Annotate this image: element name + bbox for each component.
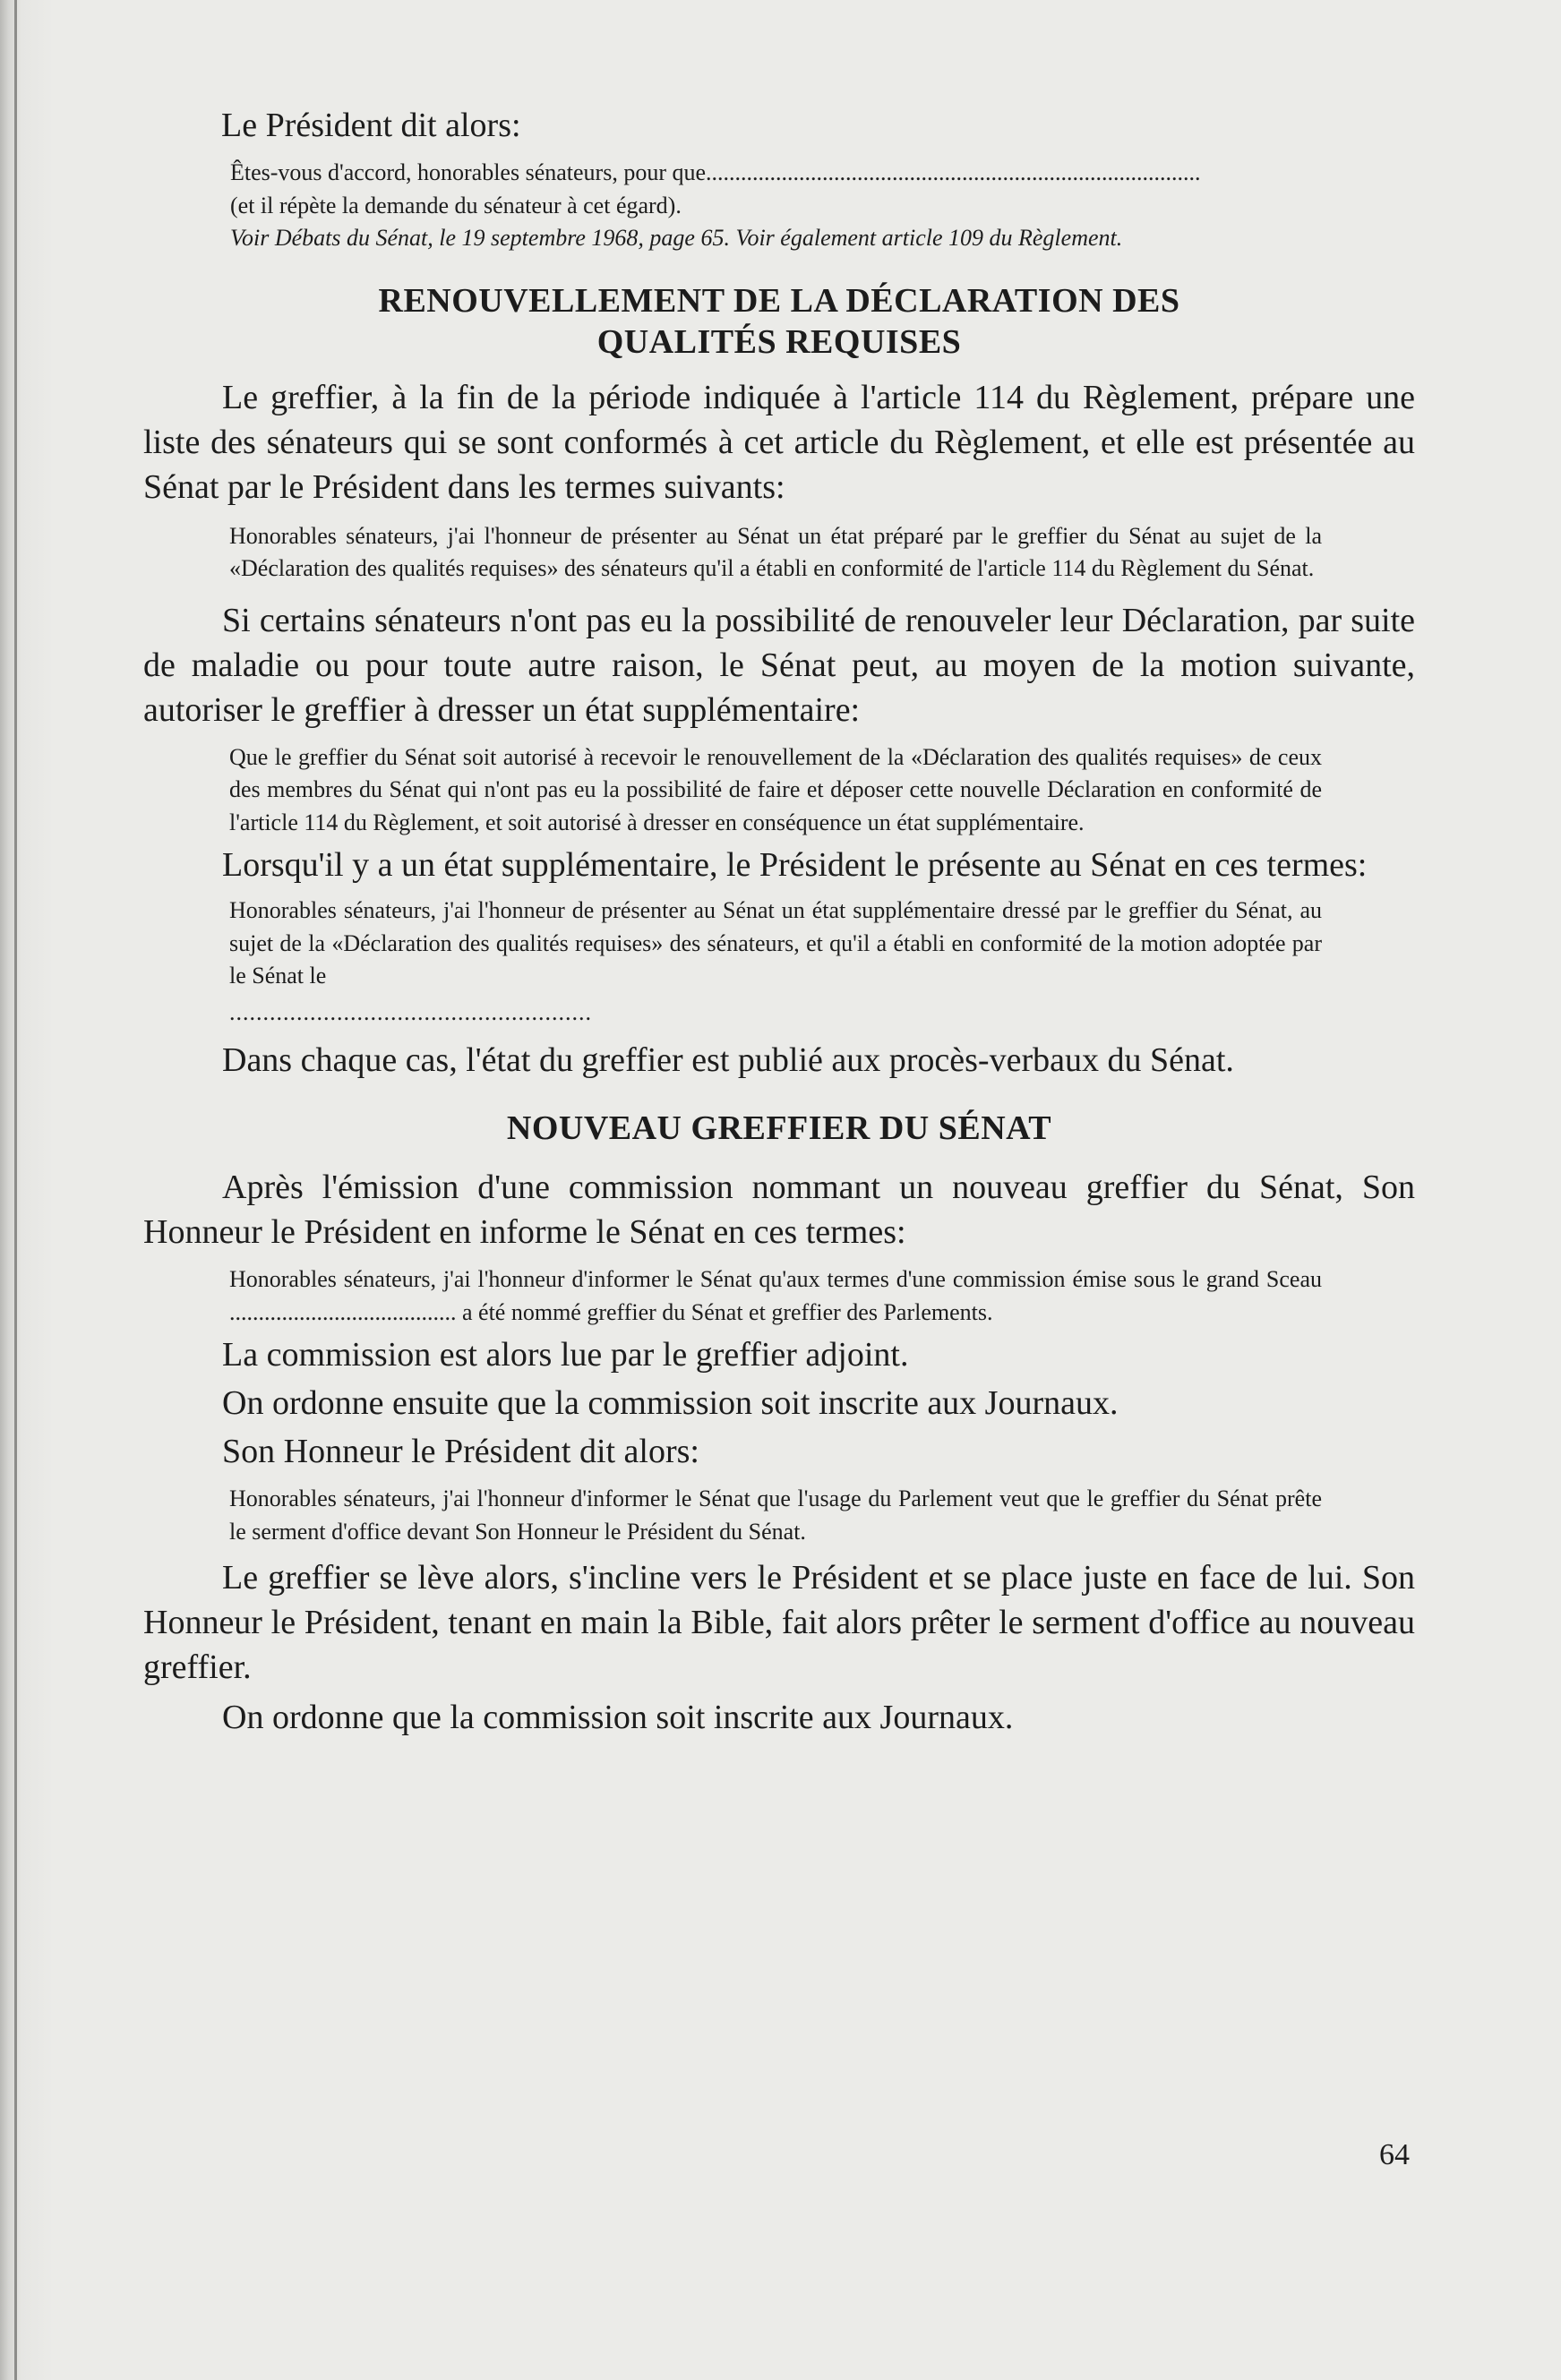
quote-reference: Voir Débats du Sénat, le 19 septembre 1968, page 65. Voir également article 109 du Règlement. — [230, 225, 1123, 251]
paragraph-ordonne-inscrite: On ordonne que la commission soit inscrite aux Journaux. — [222, 1699, 1014, 1736]
paragraph-commission-lue: La commission est alors lue par le greffier adjoint. — [222, 1336, 909, 1374]
section-heading-renouvellement: RENOUVELLEMENT DE LA DÉCLARATION DES QUALITÉS REQUISES — [378, 281, 1180, 361]
paragraph-greffier-leve: Le greffier se lève alors, s'incline vers le Président et se place juste en face de lui. Son Honneur le Président, tenant en main la Bible, fait alors prêter le serment d'office au nouveau greffier. — [143, 1559, 1415, 1686]
paragraph-emission-commission: Après l'émission d'une commission nommant un nouveau greffier du Sénat, Son Honneur le Président en informe le Sénat en ces termes: — [143, 1169, 1415, 1251]
paragraph-etat-supplementaire: Lorsqu'il y a un état supplémentaire, le Président le présente au Sénat en ces termes: — [222, 846, 1368, 884]
page-number: 64 — [1379, 2138, 1410, 2171]
quote-etat-supplementaire — [229, 895, 1322, 1029]
quote-motion: Que le greffier du Sénat soit autorisé à recevoir le renouvellement de la «Déclaration des qualités requises» de ceux des membres du Sénat qui n'ont pas eu la possibilité de faire et déposer cette nouvelle Déclaration en conformité de l'article 114 du Règlement, et soit autorisé à dresser en conséquence un état supplémentaire. — [229, 743, 1322, 835]
binding-gutter — [14, 0, 17, 2380]
paragraph-proces-verbaux: Dans chaque cas, l'état du greffier est publié aux procès-verbaux du Sénat. — [222, 1041, 1234, 1079]
paragraph-greffier-liste: Le greffier, à la fin de la période indiquée à l'article 114 du Règlement, prépare une liste des sénateurs qui se sont conformés à cet article du Règlement, et elle est présentée au Sénat par le Président dans les termes suivants: — [143, 378, 1415, 506]
quote-serment-office: Honorables sénateurs, j'ai l'honneur d'informer le Sénat que l'usage du Parlement veut que le greffier du Sénat prête le serment d'office devant Son Honneur le Président du Sénat. — [229, 1485, 1322, 1545]
quote-etat-supplementaire-text: Honorables sénateurs, j'ai l'honneur de présenter au Sénat un état supplémentaire dressé par le greffier du Sénat, au sujet de la «Déclaration des qualités requises» des sénateurs, et qu'il a établi en conformité de la motion adoptée par le Sénat le — [229, 897, 1322, 989]
quote-dotted-blank: ...................................................... — [229, 998, 592, 1025]
quote-informer-senat: Honorables sénateurs, j'ai l'honneur d'informer le Sénat qu'aux termes d'une commission émise sous le grand Sceau ....................................... a été nommé greffier du Sénat et greffier des Parlements. — [229, 1266, 1322, 1325]
quote-block-question — [230, 157, 1323, 255]
quote-line-question: Êtes-vous d'accord, honorables sénateurs, pour que..................................................................................... — [230, 159, 1201, 185]
page-content — [143, 103, 1415, 1740]
paragraph-inscrite-journaux: On ordonne ensuite que la commission soit inscrite aux Journaux. — [222, 1384, 1119, 1422]
paragraph-president-dit: Son Honneur le Président dit alors: — [222, 1433, 699, 1470]
quote-etat-prepare: Honorables sénateurs, j'ai l'honneur de présenter au Sénat un état préparé par le greffier du Sénat au sujet de la «Déclaration des qualités requises» des sénateurs qu'il a établi en conformité de l'article 114 du Règlement du Sénat. — [229, 522, 1322, 581]
quote-line-repeat: (et il répète la demande du sénateur à cet égard). — [230, 192, 682, 218]
paragraph-renouveler: Si certains sénateurs n'ont pas eu la possibilité de renouveler leur Déclaration, par suite de maladie ou pour toute autre raison, le Sénat peut, au moyen de la motion suivante, autoriser le greffier à dresser un état supplémentaire: — [143, 601, 1415, 729]
paragraph-intro: Le Président dit alors: — [221, 107, 521, 144]
section-heading-nouveau-greffier: NOUVEAU GREFFIER DU SÉNAT — [506, 1109, 1052, 1147]
